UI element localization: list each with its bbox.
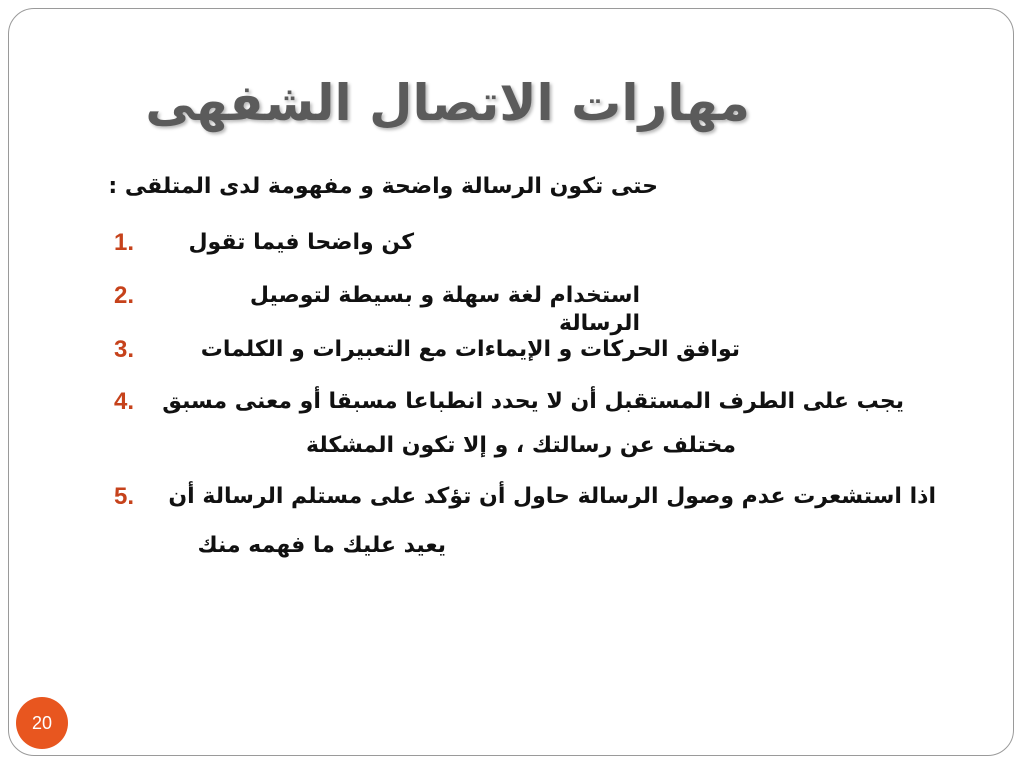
item-number: 5. [114,483,135,510]
item-text-line-2: مختلف عن رسالتك ، و إلا تكون المشكلة [306,433,736,458]
item-text-line-1: يجب على الطرف المستقبل أن لا يحدد انطباعا مسبقا أو معنى مسبق [162,389,904,414]
page-number-badge: 20 [16,697,68,749]
slide-title: مهارات الاتصال الشفهى [145,74,750,132]
item-number: 4. [114,388,135,415]
item-text: استخدام لغة سهلة و بسيطة لتوصيل الرسالة [249,283,640,336]
item-number: 2. [114,282,135,309]
item-text: كن واضحا فيما تقول [188,230,414,255]
item-number: 3. [114,336,135,363]
intro-text: حتى تكون الرسالة واضحة و مفهومة لدى المتلقى : [108,174,658,199]
item-text: توافق الحركات و الإيماءات مع التعبيرات و الكلمات [200,337,740,362]
item-number: 1. [114,229,135,256]
item-text-line-1: اذا استشعرت عدم وصول الرسالة حاول أن تؤكد على مستلم الرسالة أن [168,484,936,509]
item-text-line-2: يعيد عليك ما فهمه منك [197,533,446,558]
